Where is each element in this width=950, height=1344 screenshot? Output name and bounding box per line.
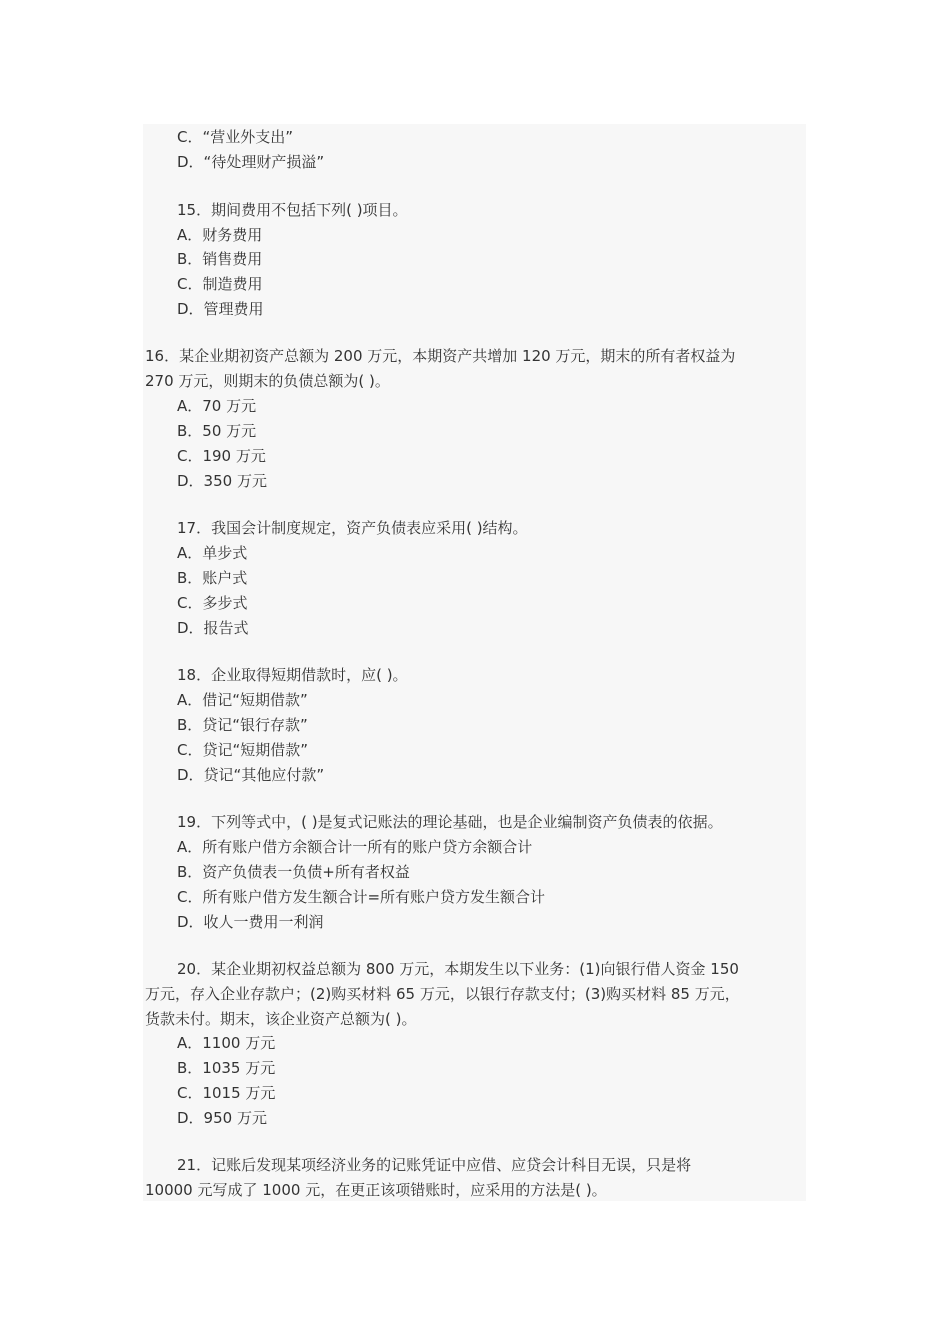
- question-19: 19．下列等式中，( )是复式记账法的理论基础，也是企业编制资产负债表的依据。: [177, 813, 723, 831]
- option-19d: D．收人一费用一利润: [177, 913, 324, 931]
- option-16d: D．350 万元: [177, 472, 267, 490]
- question-15: 15．期间费用不包括下列( )项目。: [177, 201, 408, 219]
- question-18: 18．企业取得短期借款时，应( )。: [177, 666, 408, 684]
- question-17: 17．我国会计制度规定，资产负债表应采用( )结构。: [177, 519, 528, 537]
- option-14c: C．“营业外支出”: [177, 128, 294, 146]
- option-20c: C．1015 万元: [177, 1084, 276, 1102]
- option-18b: B．贷记“银行存款”: [177, 716, 308, 734]
- option-17c: C．多步式: [177, 594, 248, 612]
- option-20a: A．1100 万元: [177, 1034, 276, 1052]
- option-19a: A．所有账户借方余额合计一所有的账户贷方余额合计: [177, 838, 533, 856]
- question-20-line1: 20．某企业期初权益总额为 800 万元，本期发生以下业务：(1)向银行借人资金 150: [177, 960, 739, 978]
- option-19c: C．所有账户借方发生额合计=所有账户贷方发生额合计: [177, 888, 546, 906]
- option-17d: D．报告式: [177, 619, 249, 637]
- question-20-line2: 万元，存入企业存款户；(2)购买材料 65 万元，以银行存款支付；(3)购买材料 85 万元，: [145, 985, 740, 1003]
- option-20b: B．1035 万元: [177, 1059, 276, 1077]
- question-16-line1: 16．某企业期初资产总额为 200 万元，本期资产共增加 120 万元，期末的所有者权益为: [145, 347, 736, 365]
- question-16-line2: 270 万元，则期末的负债总额为( )。: [145, 372, 390, 390]
- option-17b: B．账户式: [177, 569, 248, 587]
- option-15b: B．销售费用: [177, 250, 263, 268]
- option-16c: C．190 万元: [177, 447, 266, 465]
- question-21-line2: 10000 元写成了 1000 元，在更正该项错账时，应采用的方法是( )。: [145, 1181, 607, 1199]
- question-20-line3: 货款未付。期末，该企业资产总额为( )。: [145, 1010, 417, 1028]
- option-18c: C．贷记“短期借款”: [177, 741, 309, 759]
- option-15a: A．财务费用: [177, 226, 263, 244]
- option-15c: C．制造费用: [177, 275, 263, 293]
- option-17a: A．单步式: [177, 544, 248, 562]
- option-18d: D．贷记“其他应付款”: [177, 766, 325, 784]
- option-14d: D．“待处理财产损溢”: [177, 153, 325, 171]
- option-18a: A．借记“短期借款”: [177, 691, 308, 709]
- option-19b: B．资产负债表一负债+所有者权益: [177, 863, 410, 881]
- question-21-line1: 21．记账后发现某项经济业务的记账凭证中应借、应贷会计科目无误，只是将: [177, 1156, 692, 1174]
- option-16a: A．70 万元: [177, 397, 257, 415]
- option-15d: D．管理费用: [177, 300, 264, 318]
- option-20d: D．950 万元: [177, 1109, 267, 1127]
- option-16b: B．50 万元: [177, 422, 257, 440]
